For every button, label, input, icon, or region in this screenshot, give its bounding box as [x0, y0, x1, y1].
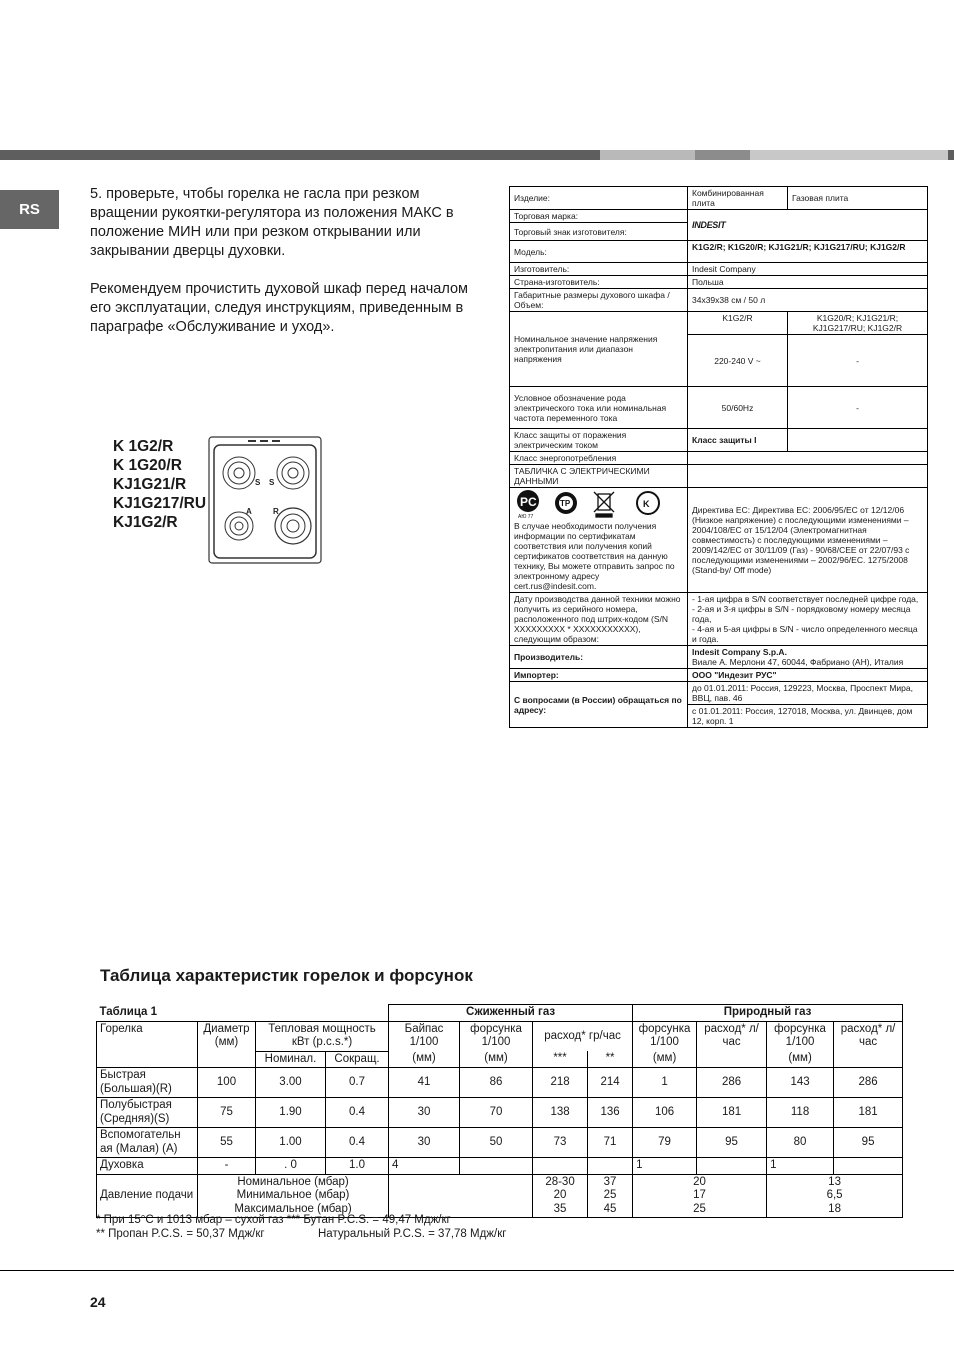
burner-section-title: Таблица характеристик горелок и форсунок — [100, 966, 473, 985]
label-s-right: S — [269, 478, 275, 487]
pressure-blank — [389, 1174, 533, 1218]
header-burner: Горелка — [97, 1021, 198, 1068]
model-list — [113, 437, 206, 532]
pressure-propane: 37 25 45 — [588, 1174, 633, 1218]
header-bar-light — [600, 150, 695, 160]
header-lpg-nozzle: форсунка 1/100 — [460, 1021, 533, 1051]
kz-mark-icon — [637, 492, 659, 514]
cell-maker-label: Изготовитель: — [510, 263, 688, 276]
cell-date-label: Дату производства данной техники можно получить из серийного номера, расположенного под штрих-кодом (S/N XXXXXXXXX * XXXXXXXXXXX), следующим образом: — [510, 593, 688, 646]
cell-model-label: Модель: — [510, 241, 688, 263]
label-s-left: S — [255, 478, 261, 487]
cell-current-b: - — [788, 387, 928, 429]
step-5-text: 5. проверьте, чтобы горелка не гасла при резком вращении рукоятки-регулятора из положения МАКС в положение МИН или при резком открывании или закрывании дверцы духовки. — [90, 186, 454, 259]
cell-product-val2: Газовая плита — [788, 187, 928, 210]
cert-request-text: В случае необходимости получения информации по сертификатам соответствия или получения копий сертификатов соответствия на данную технику, Вы можете отправить запрос по электронному адресу cert.rus@indesit.com. — [514, 521, 675, 591]
cert-mark-code: АЮ 77 — [518, 514, 534, 519]
cell-trademark-label: Торговый знак изготовителя: — [510, 223, 688, 241]
svg-text:K: K — [643, 499, 650, 509]
table-row: Духовка - . 0 1.0 4 1 1 — [97, 1158, 903, 1175]
header-ng1-nozzle: форсунка 1/100 — [633, 1021, 697, 1051]
cell-current-a: 50/60Hz — [688, 387, 788, 429]
cleaning-recommendation: Рекомендуем прочистить духовой шкаф перед началом его эксплуатации, следуя инструкциям, приведенным в параграфе «Обслуживание и уход». — [90, 281, 469, 335]
svg-text:PC: PC — [520, 495, 537, 509]
header-propane: ** — [588, 1051, 633, 1068]
pressure-row — [97, 1174, 903, 1218]
header-ng2-nozzle: форсунка 1/100 — [767, 1021, 834, 1051]
cell-cert — [510, 488, 688, 593]
cell-date-val: - 1-ая цифра в S/N соответствует последней цифре года, - 2-ая и 3-я цифры в S/N - порядковому номеру месяца года, - 4-ая и 5-ая цифры в S/N - число определенного месяца и года. — [688, 593, 928, 646]
model-item: KJ1G21/R — [113, 476, 187, 493]
brand-logo-cell — [688, 210, 928, 241]
header-bar-mid — [695, 150, 750, 160]
product-info-table — [509, 186, 928, 728]
cell-model-val: K1G2/R; K1G20/R; KJ1G21/R; KJ1G217/RU; KJ1G2/R — [688, 241, 928, 263]
svg-text:TP: TP — [560, 499, 571, 508]
header-ng1-flow: расход* л/час — [697, 1021, 767, 1051]
header-butane: *** — [533, 1051, 588, 1068]
cell-plate-label: ТАБЛИЧКА С ЭЛЕКТРИЧЕСКИМИ ДАННЫМИ — [510, 465, 688, 488]
group-natural-gas: Природный газ — [633, 1005, 903, 1022]
cell-energy-val — [688, 452, 928, 465]
pressure-label: Давление подачи — [97, 1174, 198, 1218]
cell-energy-label: Класс энергопотребления — [510, 452, 688, 465]
hob-burner-diagram — [208, 436, 322, 564]
indesit-logo: INDESIT — [692, 220, 726, 230]
cell-questions-label: С вопросами (в России) обращаться по адресу: — [510, 682, 688, 728]
header-bypass-unit: (мм) — [389, 1051, 460, 1068]
cell-brand-label: Торговая марка: — [510, 210, 688, 223]
header-power: Тепловая мощность кВт (p.c.s.*) — [256, 1021, 389, 1051]
pressure-ng1: 20 17 25 — [633, 1174, 767, 1218]
cell-protect-val: Класс защиты I — [688, 429, 788, 452]
cell-protect-empty — [788, 429, 928, 452]
cell-protect-label: Класс защиты от поражения электрическим током — [510, 429, 688, 452]
note-line-1: * При 15°C и 1013 мбар – сухой газ *** Бутан P.C.S. = 49,47 Мдж/кг — [96, 1214, 451, 1226]
cell-directive: Директива ЕС: Директива ЕС: 2006/95/EC от 12/12/06 (Низкое напряжение) с последующими изменениями – 2004/108/EC от 15/12/04 (Электромагнитная совместимость) с последующими изменениями – 2009/142/EC от 30/11/09 (Газ) - 90/68/CEE от 22/07/93 с последующими изменениями – 2002/96/EC. 1275/2008 (Stand-by/ Off mode) — [688, 488, 928, 593]
weee-bin-icon — [594, 492, 614, 517]
cell-dims-label: Габаритные размеры духового шкафа / Объем: — [510, 289, 688, 312]
table-row: Вспомогательн ая (Малая) (А) 55 1.00 0.4 30 50 73 71 79 95 80 95 — [97, 1128, 903, 1158]
cell-voltage-label: Номинальное значение напряжения электропитания или диапазон напряжения — [510, 312, 688, 387]
cell-maker-val: Indesit Company — [688, 263, 928, 276]
rst-mark-icon — [517, 490, 539, 512]
table-row: Полубыстрая (Средняя)(S) 75 1.90 0.4 30 70 138 136 106 181 118 181 — [97, 1098, 903, 1128]
header-ng1-flow-blank — [697, 1051, 767, 1068]
header-lpg-nozzle-unit: (мм) — [460, 1051, 533, 1068]
header-bar-lightest — [750, 150, 948, 160]
cell-current-label: Условное обозначение рода электрического тока или номинальная частота переменного тока — [510, 387, 688, 429]
model-item: K 1G2/R — [113, 438, 174, 455]
page-number: 24 — [90, 1294, 106, 1310]
header-bar-end — [948, 150, 954, 160]
table-caption: Таблица 1 — [97, 1005, 389, 1022]
header-diameter: Диаметр (мм) — [198, 1021, 256, 1068]
cell-col-a: K1G2/R — [688, 312, 788, 335]
cell-importer-val: ООО "Индезит РУС" — [688, 669, 928, 682]
certification-marks — [514, 489, 682, 519]
cell-dims-val: 34x39x38 см / 50 л — [688, 289, 928, 312]
header-lpg-flow: расход* гр/час — [533, 1021, 633, 1051]
cell-producer-label: Производитель: — [510, 646, 688, 669]
group-lpg: Сжиженный газ — [389, 1005, 633, 1022]
note-line-2: ** Пропан P.C.S. = 50,37 Мдж/кг Натуральный P.C.S. = 37,78 Мдж/кг — [96, 1228, 507, 1240]
footer-divider — [0, 1270, 954, 1271]
header-nominal: Номинал. — [256, 1051, 326, 1068]
cell-addr1: до 01.01.2011: Россия, 129223, Москва, Проспект Мира, ВВЦ, пав. 46 — [688, 682, 928, 705]
pressure-butane: 28-30 20 35 — [533, 1174, 588, 1218]
cell-product-val1: Комбинированная плита — [688, 187, 788, 210]
section-tab: RS — [0, 190, 59, 229]
model-item: KJ1G217/RU — [113, 495, 207, 512]
table-notes — [96, 1213, 506, 1241]
label-r: R — [273, 507, 279, 516]
label-a: A — [246, 507, 252, 516]
cell-voltage-a: 220-240 V ~ — [688, 335, 788, 387]
pressure-types: Номинальное (мбар) Минимальное (мбар) Максимальное (мбар) — [198, 1174, 389, 1218]
cell-addr2: с 01.01.2011: Россия, 127018, Москва, ул. Двинцев, дом 12, корп. 1 — [688, 705, 928, 728]
header-ng2-flow-blank — [834, 1051, 903, 1068]
header-ng2-nozzle-unit: (мм) — [767, 1051, 834, 1068]
header-ng2-flow: расход* л/час — [834, 1021, 903, 1051]
model-item: K 1G20/R — [113, 457, 182, 474]
cell-country-label: Страна-изготовитель: — [510, 276, 688, 289]
header-bypass: Байпас 1/100 — [389, 1021, 460, 1051]
header-reduced: Сокращ. — [326, 1051, 389, 1068]
cell-importer-label: Импортер: — [510, 669, 688, 682]
table-row: Быстрая (Большая)(R) 100 3.00 0.7 41 86 218 214 1 286 143 286 — [97, 1068, 903, 1098]
model-item: KJ1G2/R — [113, 514, 178, 531]
cell-plate-val — [688, 465, 928, 488]
eac-gost-mark-icon — [555, 492, 577, 514]
header-bar-dark — [0, 150, 600, 160]
burner-nozzle-table — [96, 1004, 903, 1218]
cell-voltage-b: - — [788, 335, 928, 387]
header-ng1-nozzle-unit: (мм) — [633, 1051, 697, 1068]
pressure-ng2: 13 6,5 18 — [767, 1174, 903, 1218]
cell-producer-val: Indesit Company S.p.A. Виале А. Мерлони 47, 60044, Фабриано (АН), Италия — [688, 646, 928, 669]
cell-col-b: K1G20/R; KJ1G21/R; KJ1G217/RU; KJ1G2/R — [788, 312, 928, 335]
cell-product-label: Изделие: — [510, 187, 688, 210]
cell-country-val: Польша — [688, 276, 928, 289]
